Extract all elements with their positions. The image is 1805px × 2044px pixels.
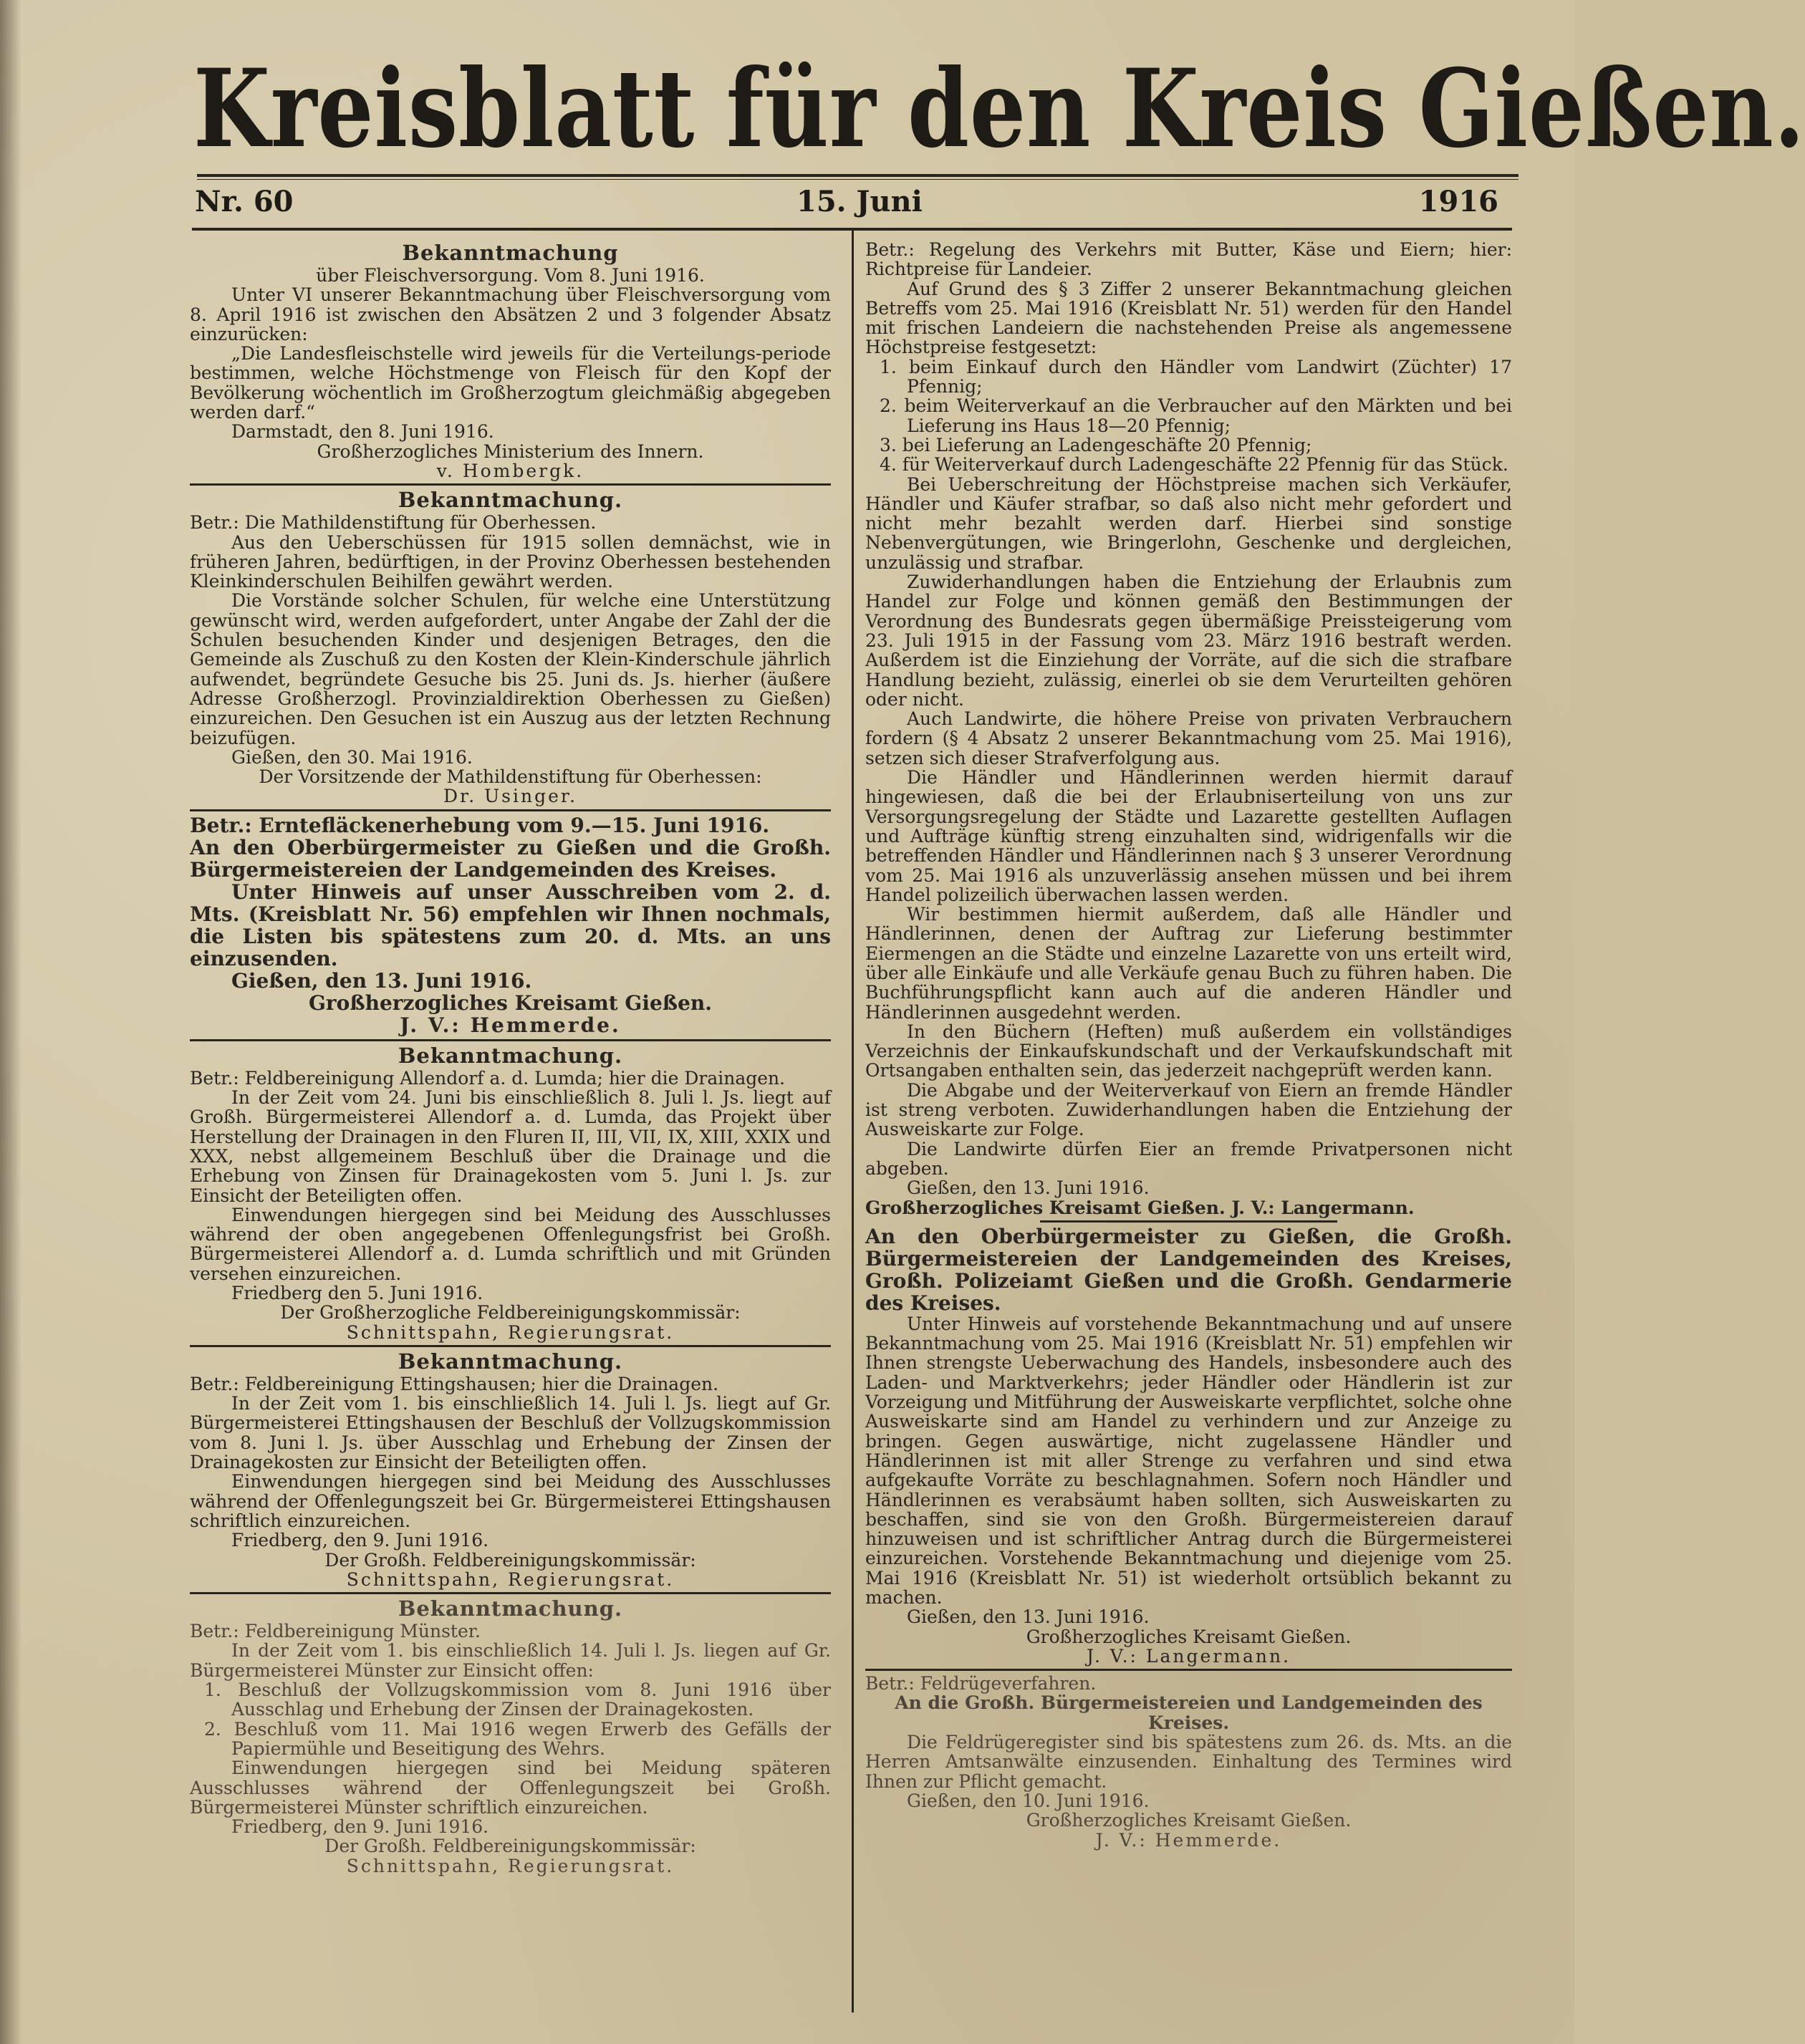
notice-place-date: Friedberg den 5. Juni 1916. [231,1282,483,1303]
page-edge-shadow [0,0,21,2044]
masthead-rule [197,174,1518,180]
notice-authority: Der Großh. Feldbereinigungskommissär: [324,1836,696,1857]
notice-mathildenstiftung [190,488,831,806]
notice-paragraph: Die Abgabe und der Weiterverkauf von Eiern an fremde Händler ist streng verboten. Zuwiderhandlungen haben die Entziehung der Ausweiskarte zur Folge. [865,1079,1512,1140]
notice-signature: v. Hombergk. [436,460,584,481]
price-list [865,357,1512,475]
notice-signature: Großherzogliches Kreisamt Gießen. J. V.: Langermann. [865,1197,1415,1218]
notice-place-date: Gießen, den 10. Juni 1916. [907,1790,1150,1811]
masthead-title: Kreisblatt für den Kreis Gießen. [193,46,1805,172]
notice-signature: Schnittspahn, Regierungsrat. [346,1568,675,1590]
notice-fleischversorgung [190,241,831,481]
notice-place-date: Friedberg, den 9. Juni 1916. [231,1816,489,1838]
notice-authority: Großherzogliches Ministerium des Innern. [317,440,704,462]
notice-feldruege [865,1674,1512,1850]
notice-subject: Betr.: Feldrügeverfahren. [865,1673,1097,1695]
issue-header [195,185,1498,222]
section-rule [1040,1220,1337,1223]
section-rule [190,1345,831,1347]
notice-paragraph: Einwendungen hiergegen sind bei Meidung des Ausschlusses während der oben angegebenen Offenlegungsfrist bei Großh. Bürgermeisterei Allendorf a. d. Lumda schriftlich und mit Gründen versehen einzureichen. [190,1204,831,1284]
column-divider [852,229,854,2012]
list-item: 1. Beschluß der Vollzugskommission vom 8. Juni 1916 über Ausschlag und Erhebung der Zinsen der Drainagekosten. [204,1679,831,1720]
section-rule [190,1039,831,1041]
notice-addressee: An die Großh. Bürgermeistereien und Landgemeinden des Kreises. [895,1692,1483,1733]
issue-number: Nr. 60 [195,185,294,218]
notice-subject: Betr.: Feldbereinigung Ettingshausen; hier die Drainagen. [190,1373,719,1394]
notice-authority: Großherzogliches Kreisamt Gießen. [1026,1810,1352,1831]
notice-paragraph: Aus den Ueberschüssen für 1915 sollen demnächst, wie in früheren Jahren, bedürftigen, in der Provinz Oberhessen bestehenden Kleinkinderschulen Beihilfen gewährt werden. [190,531,831,592]
notice-subject: Betr.: Die Mathildenstiftung für Oberhessen. [190,512,597,534]
notice-paragraph: Auf Grund des § 3 Ziffer 2 unserer Bekanntmachung gleichen Betreffs vom 25. Mai 1916 (Kreisblatt Nr. 51) werden für den Handel mit frischen Landeiern die nachstehenden Preise als angemessene Höchstpreise festgesetzt: [865,278,1512,358]
notice-paragraph: Auch Landwirte, die höhere Preise von privaten Verbrauchern fordern (§ 4 Absatz 2 unserer Bekanntmachung vom 25. Mai 1916), setzen sich dieser Strafverfolgung aus. [865,708,1512,768]
notice-signature: Schnittspahn, Regierungsrat. [346,1321,675,1343]
left-column [190,240,831,1876]
notice-paragraph: Die Händler und Händlerinnen werden hiermit darauf hingewiesen, daß die bei der Erlaubniserteilung von uns zur Versorgungsregelung der Städte und Lazarette gestellten Auflagen und Aufträge künftig streng einzuhalten sind, widrigenfalls wir die betreffenden Händler und Händlerinnen nach § 3 unserer Verordnung vom 25. Mai 1916 als unzuverlässig ansehen müssen und bei ihrem Handel polizeilich überwachen lassen werden. [865,767,1512,905]
notice-paragraph: Die Landwirte dürfen Eier an fremde Privatpersonen nicht abgeben. [865,1138,1512,1179]
notice-paragraph: In der Zeit vom 24. Juni bis einschließlich 8. Juli l. Js. liegt auf Großh. Bürgermeisterei Allendorf a. d. Lumda, das Projekt über Herstellung der Drainagen in den Fluren II, III, VII, IX, XIII, XXIX und XXX, nebst allgemeinem Beschluß über die Drainage und die Erhebung von Zinsen für Drainagekosten vom 5. Juni l. Js. zur Einsicht der Beteiligten offen. [190,1087,831,1206]
notice-muenster [190,1597,831,1876]
section-rule [190,483,831,486]
notice-paragraph: Einwendungen hiergegen sind bei Meidung des Ausschlusses während der Offenlegungszeit bei Gr. Bürgermeisterei Ettingshausen schriftlich einzureichen. [190,1471,831,1531]
notice-paragraph: Unter VI unserer Bekanntmachung über Fleischversorgung vom 8. April 1916 ist zwischen den Absätzen 2 und 3 folgender Absatz einzurücken: [190,284,831,344]
notice-ernteflaechen [190,814,831,1036]
notice-place-date: Gießen, den 13. Juni 1916. [231,968,532,993]
notice-authority: Großherzogliches Kreisamt Gießen. [308,990,712,1015]
notice-signature: Dr. Usinger. [443,786,578,807]
notice-subject: Betr.: Regelung des Verkehrs mit Butter, Käse und Eiern; hier: Richtpreise für Landeier. [865,239,1512,280]
notice-place-date: Gießen, den 13. Juni 1916. [907,1177,1150,1199]
notice-place-date: Darmstadt, den 8. Juni 1916. [231,421,494,443]
notice-authority: Der Großherzogliche Feldbereinigungskommissär: [280,1302,741,1324]
notice-heading: Bekanntmachung. [398,1349,623,1374]
notice-heading: Bekanntmachung. [398,1596,623,1621]
notice-addressee: An den Oberbürgermeister zu Gießen und die Großh. Bürgermeistereien der Landgemeinden des Kreises. [190,835,831,882]
issue-year: 1916 [1418,185,1498,218]
notice-place-date: Gießen, den 30. Mai 1916. [231,746,473,768]
notice-paragraph: In den Büchern (Heften) muß außerdem ein vollständiges Verzeichnis der Einkaufskundschaft und der Verkaufskundschaft mit Ortsangaben enthalten sein, das jederzeit nachgeprüft werden kann. [865,1021,1512,1081]
notice-addressee: An den Oberbürgermeister zu Gießen, die Großh. Bürgermeistereien der Landgemeinden des Kreises, Großh. Polizeiamt Gießen und die Großh. Gendarmerie des Kreises. [865,1224,1512,1315]
notice-heading: Bekanntmachung. [398,1043,623,1068]
notice-paragraph: In der Zeit vom 1. bis einschließlich 14. Juli l. Js. liegen auf Gr. Bürgermeisterei Münster zur Einsicht offen: [190,1640,831,1681]
notice-place-date: Friedberg, den 9. Juni 1916. [231,1530,489,1551]
notice-paragraph: Wir bestimmen hiermit außerdem, daß alle Händler und Händlerinnen, denen der Auftrag zur Lieferung bestimmter Eiermengen an die Städte und einzelne Lazarette von uns erteilt wird, über alle Einkäufe und alle Verkäufe genau Buch zu führen haben. Die Buchführungspflicht kann auch auf die anderen Händler und Händlerinnen ausgedehnt werden. [865,904,1512,1023]
notice-authority: Der Großh. Feldbereinigungskommissär: [324,1549,696,1571]
notice-allendorf [190,1044,831,1342]
right-column [865,240,1512,1850]
notice-list [190,1680,831,1758]
notice-subtitle: über Fleischversorgung. Vom 8. Juni 1916. [316,265,705,286]
notice-heading: Bekanntmachung [402,241,619,265]
list-item: 2. Beschluß vom 11. Mai 1916 wegen Erwerb des Gefälls der Papiermühle und Beseitigung des Wehrs. [204,1718,831,1759]
notice-eierpreise [865,240,1512,1218]
notice-paragraph: Zuwiderhandlungen haben die Entziehung der Erlaubnis zum Handel zur Folge und können gemäß den Bestimmungen der Verordnung des Bundesrats gegen übermäßige Preissteigerung vom 23. Juli 1915 in der Fassung vom 23. März 1916 bestraft werden. Außerdem ist die Einziehung der Vorräte, auf die sich die strafbare Handlung bezieht, zulässig, einerlei ob sie dem Verurteilten gehören oder nicht. [865,572,1512,710]
notice-heading: Bekanntmachung. [398,488,623,513]
notice-place-date: Gießen, den 13. Juni 1916. [907,1606,1150,1628]
notice-ettingshausen [190,1350,831,1589]
notice-paragraph: Einwendungen hiergegen sind bei Meidung späteren Ausschlusses während der Offenlegungszeit bei Großh. Bürgermeisterei Münster schriftlich einzureichen. [190,1758,831,1818]
issue-date: 15. Juni [796,185,923,218]
list-item: 4. für Weiterverkauf durch Ladengeschäfte 22 Pfennig für das Stück. [880,454,1508,476]
section-rule [190,1592,831,1594]
notice-authority: Der Vorsitzende der Mathildenstiftung für Oberhessen: [259,766,762,788]
section-rule [190,809,831,811]
notice-signature: J. V.: Langermann. [1086,1645,1291,1667]
notice-paragraph: Die Vorstände solcher Schulen, für welche eine Unterstützung gewünscht wird, werden aufgefordert, unter Angabe der Zahl der die Schulen besuchenden Kinder und desjenigen Betrages, den die Gemeinde als Zuschuß zu den Kosten der Klein-Kinderschule jährlich aufwendet, begründete Gesuche bis 25. Juni ds. Js. hierher (äußere Adresse Großherzogl. Provinzialdirektion Oberhessen zu Gießen) einzureichen. Den Gesuchen ist ein Auszug aus der letzten Rechnung beizufügen. [190,590,831,748]
notice-subject: Betr.: Feldbereinigung Münster. [190,1621,481,1642]
notice-subject: Betr.: Erntefläckenerhebung vom 9.—15. Juni 1916. [190,813,770,837]
notice-subject: Betr.: Feldbereinigung Allendorf a. d. Lumda; hier die Drainagen. [190,1067,786,1089]
list-item: 1. beim Einkauf durch den Händler vom Landwirt (Züchter) 17 Pfennig; [880,356,1512,397]
notice-paragraph: Unter Hinweis auf unser Ausschreiben vom 2. d. Mts. (Kreisblatt Nr. 56) empfehlen wir Ihnen nochmals, die Listen bis spätestens zum 20. d. Mts. an uns einzusenden. [190,879,831,970]
section-rule [865,1669,1512,1671]
list-item: 2. beim Weiterverkauf an die Verbraucher auf den Märkten und bei Lieferung ins Haus 18—20 Pfennig; [880,395,1512,436]
notice-paragraph: In der Zeit vom 1. bis einschließlich 14. Juli l. Js. liegt auf Gr. Bürgermeisterei Ettingshausen der Beschluß der Vollzugskommission vom 8. Juni l. Js. über Ausschlag und Erhebung der Zinsen der Drainagekosten zur Einsicht der Beteiligten offen. [190,1393,831,1473]
notice-paragraph: Bei Ueberschreitung der Höchstpreise machen sich Verkäufer, Händler und Käufer strafbar, so daß also nicht mehr gefordert und nicht mehr bezahlt werden darf. Hierbei sind sonstige Nebenvergütungen, wie Bringerlohn, Geschenke und dergleichen, unzulässig und strafbar. [865,473,1512,573]
notice-signature: J. V.: Hemmerde. [1095,1829,1282,1851]
notice-signature: Schnittspahn, Regierungsrat. [346,1855,675,1876]
notice-paragraph: „Die Landesfleischstelle wird jeweils für die Verteilungs-periode bestimmen, welche Höchstmenge von Fleisch für den Kopf der Bevölkerung wöchentlich im Großherzogtum gleichmäßig abgegeben werden darf.“ [190,343,831,423]
notice-signature: J. V.: Hemmerde. [400,1013,621,1037]
notice-paragraph: Unter Hinweis auf vorstehende Bekanntmachung und auf unsere Bekanntmachung vom 25. Mai 1916 (Kreisblatt Nr. 51) empfehlen wir Ihnen strengste Ueberwachung des Handels, insbesondere auch des Laden- und Marktverkehrs; jeder Händler oder Händlerin ist zur Vorzeigung und Mitführung der Ausweiskarte verpflichtet, solche ohne Ausweiskarte sind am Handel zu verhindern und zur Anzeige zu bringen. Gegen auswärtige, nicht zugelassene Händler und Händlerinnen ist mit aller Strenge zu verfahren und sind etwa aufgekaufte Vorräte zu beschlagnahmen. Sofern noch Händler und Händlerinnen es verabsäumt haben sollten, sich Ausweiskarten zu beschaffen, sind sie von den Großh. Bürgermeistereien darauf hinzuweisen und ist schriftlicher Antrag durch die Bürgermeisterei einzureichen. Vorstehende Bekanntmachung und diejenige vom 25. Mai 1916 (Kreisblatt Nr. 51) ist wiederholt ortsüblich bekannt zu machen. [865,1313,1512,1608]
list-item: 3. bei Lieferung an Ladengeschäfte 20 Pfennig; [880,434,1312,455]
notice-authority: Großherzogliches Kreisamt Gießen. [1026,1626,1352,1647]
notice-paragraph: Die Feldrügeregister sind bis spätestens zum 26. ds. Mts. an die Herren Amtsanwälte einzusenden. Einhaltung des Termines wird Ihnen zur Pflicht gemacht. [865,1732,1512,1792]
notice-ueberwachung [865,1225,1512,1666]
